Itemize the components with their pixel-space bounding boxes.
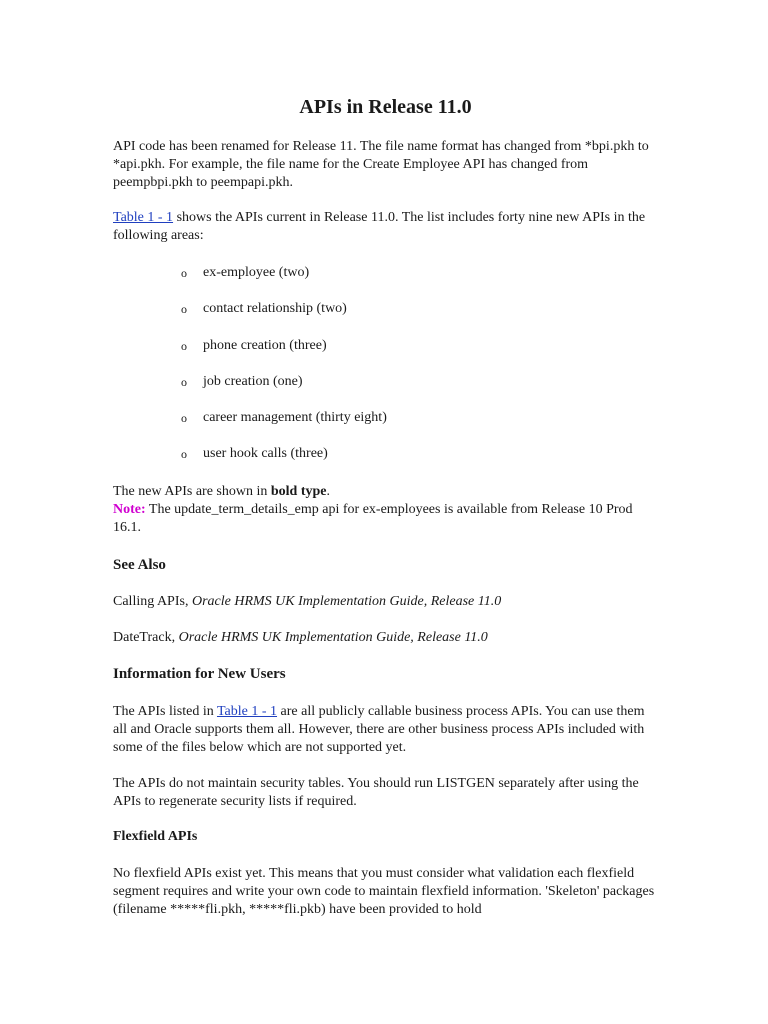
intro-paragraph: API code has been renamed for Release 11. The file name format has changed from *bpi.pkh to *api.pkh. For example, the file name for the Create Employee API has changed from peempbpi.pkh to peempapi.pkh. bbox=[113, 139, 649, 190]
list-item-text: user hook calls (three) bbox=[203, 446, 328, 461]
bullet-marker: o bbox=[181, 339, 187, 353]
list-item-text: ex-employee (two) bbox=[203, 265, 310, 280]
bullet-marker: o bbox=[181, 266, 187, 280]
note-text: The update_term_details_emp api for ex-employees is available from Release 10 Prod 16.1. bbox=[113, 502, 633, 535]
new-users-prefix: The APIs listed in bbox=[113, 704, 217, 719]
new-users-text: are all publicly callable business process APIs. You can use them all and Oracle supports them all. However, there are other business process APIs included with some of the files below which are not supported yet. bbox=[113, 704, 645, 755]
areas-paragraph bbox=[113, 209, 658, 245]
new-apis-prefix: The new APIs are shown in bbox=[113, 484, 271, 499]
see-also-prefix: DateTrack, bbox=[113, 630, 179, 645]
list-item-text: job creation (one) bbox=[203, 374, 303, 389]
see-also-reference: Oracle HRMS UK Implementation Guide, Release 11.0 bbox=[178, 630, 488, 645]
flexfield-heading: Flexfield APIs bbox=[113, 829, 198, 844]
list-item-text: career management (thirty eight) bbox=[203, 410, 387, 425]
see-also-reference: Oracle HRMS UK Implementation Guide, Release 11.0 bbox=[191, 594, 502, 609]
security-paragraph: The APIs do not maintain security tables. You should run LISTGEN separately after using the APIs to regenerate security lists if required. bbox=[113, 776, 639, 809]
new-users-paragraph bbox=[113, 703, 658, 757]
bullet-marker: o bbox=[181, 411, 187, 425]
new-apis-suffix: . bbox=[326, 484, 330, 499]
bullet-marker: o bbox=[181, 302, 187, 316]
see-also-heading: See Also bbox=[113, 557, 166, 573]
bullet-marker: o bbox=[181, 447, 187, 461]
list-item-text: contact relationship (two) bbox=[203, 301, 347, 316]
list-item-text: phone creation (three) bbox=[203, 338, 327, 353]
table-1-1-link[interactable]: Table 1 - 1 bbox=[113, 210, 174, 225]
bullet-marker: o bbox=[181, 375, 187, 389]
new-users-heading: Information for New Users bbox=[113, 666, 286, 682]
areas-text: shows the APIs current in Release 11.0. The list includes forty nine new APIs in the following areas: bbox=[113, 210, 646, 243]
note-label: Note: bbox=[113, 502, 146, 517]
see-also-prefix: Calling APIs, bbox=[113, 594, 192, 609]
new-apis-paragraph bbox=[113, 483, 658, 537]
see-also-item bbox=[113, 629, 658, 647]
flexfield-paragraph: No flexfield APIs exist yet. This means that you must consider what validation each flexfield segment requires and write your own code to maintain flexfield information. 'Skeleton' packages (filename *****fli.pkh, *****fli.pkb) have been provided to hold bbox=[113, 866, 655, 917]
see-also-item bbox=[113, 593, 658, 611]
page-title: APIs in Release 11.0 bbox=[299, 96, 472, 118]
table-1-1-link[interactable]: Table 1 - 1 bbox=[216, 704, 278, 719]
bold-type-text: bold type bbox=[270, 484, 327, 499]
